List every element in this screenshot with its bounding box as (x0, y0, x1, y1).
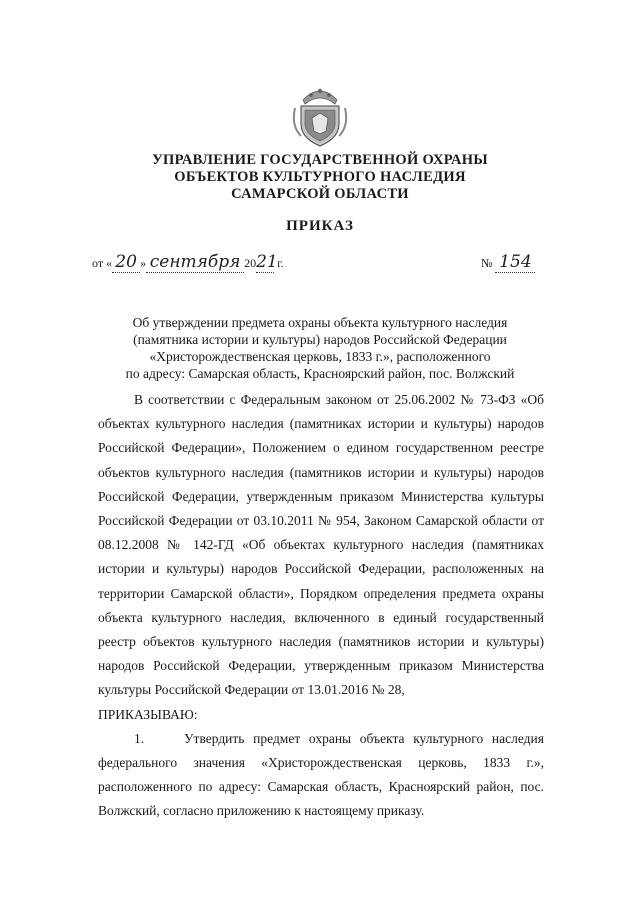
subject-line: «Христорождественская церковь, 1833 г.», расположенного (149, 349, 491, 364)
subject-line: по адресу: Самарская область, Красноярский район, пос. Волжский (125, 366, 515, 381)
order-item-1 (98, 727, 544, 824)
date-month: сентября (149, 252, 241, 272)
date-year-suffix: 21 (256, 252, 278, 272)
item-number: 1. (134, 730, 145, 746)
samara-coat-of-arms-icon (291, 84, 349, 148)
date-year-end: г. (277, 256, 284, 270)
subject-line: (памятника истории и культуры) народов Российской Федерации (133, 332, 507, 347)
subject-line: Об утверждении предмета охраны объекта культурного наследия (132, 315, 508, 330)
item-text: Утвердить предмет охраны объекта культурного наследия федерального значения «Христорождественская церковь, 1833 г.», расположенного по адресу: Самарская область, Красноярский район, пос. Волжский, согласно приложению к настоящему приказу. (98, 730, 544, 819)
agency-line: ОБЪЕКТОВ КУЛЬТУРНОГО НАСЛЕДИЯ (174, 169, 466, 185)
agency-line: УПРАВЛЕНИЕ ГОСУДАРСТВЕННОЙ ОХРАНЫ (152, 152, 488, 168)
order-number (481, 252, 535, 273)
date-prefix: от « (92, 256, 113, 270)
number-prefix: № (481, 256, 493, 270)
order-body (98, 388, 544, 824)
document-type-title: ПРИКАЗ (286, 218, 354, 234)
order-date (92, 252, 284, 273)
preamble-paragraph: В соответствии с Федеральным законом от 25.06.2002 № 73-ФЗ «Об объектах культурного наследия (памятниках истории и культуры) народов Российской Федерации», Положением о едином государственном реестре объектов культурного наследия (памятников истории и культуры) народов Российской Федерации, утвержденным приказом Министерства культуры Российской Федерации от 03.10.2011 № 954, Законом Самарской области от 08.12.2008 № 142-ГД «Об объектах культурного наследия (памятниках истории и культуры) народов Российской Федерации, расположенных на территории Самарской области», Порядком определения предмета охраны объекта культурного наследия, включенного в единый государственный реестр объектов культурного наследия (памятников истории и культуры) народов Российской Федерации, утвержденным приказом Министерства культуры Российской Федерации от 13.01.2016 № 28, (98, 392, 544, 698)
date-year-prefix: 20 (244, 256, 257, 270)
date-day: 20 (115, 252, 137, 272)
date-mid: » (140, 256, 147, 270)
agency-line: САМАРСКОЙ ОБЛАСТИ (231, 186, 409, 202)
number-value: 154 (499, 252, 532, 272)
order-word: ПРИКАЗЫВАЮ: (98, 706, 198, 722)
agency-name (0, 152, 640, 203)
order-subject (0, 314, 640, 382)
